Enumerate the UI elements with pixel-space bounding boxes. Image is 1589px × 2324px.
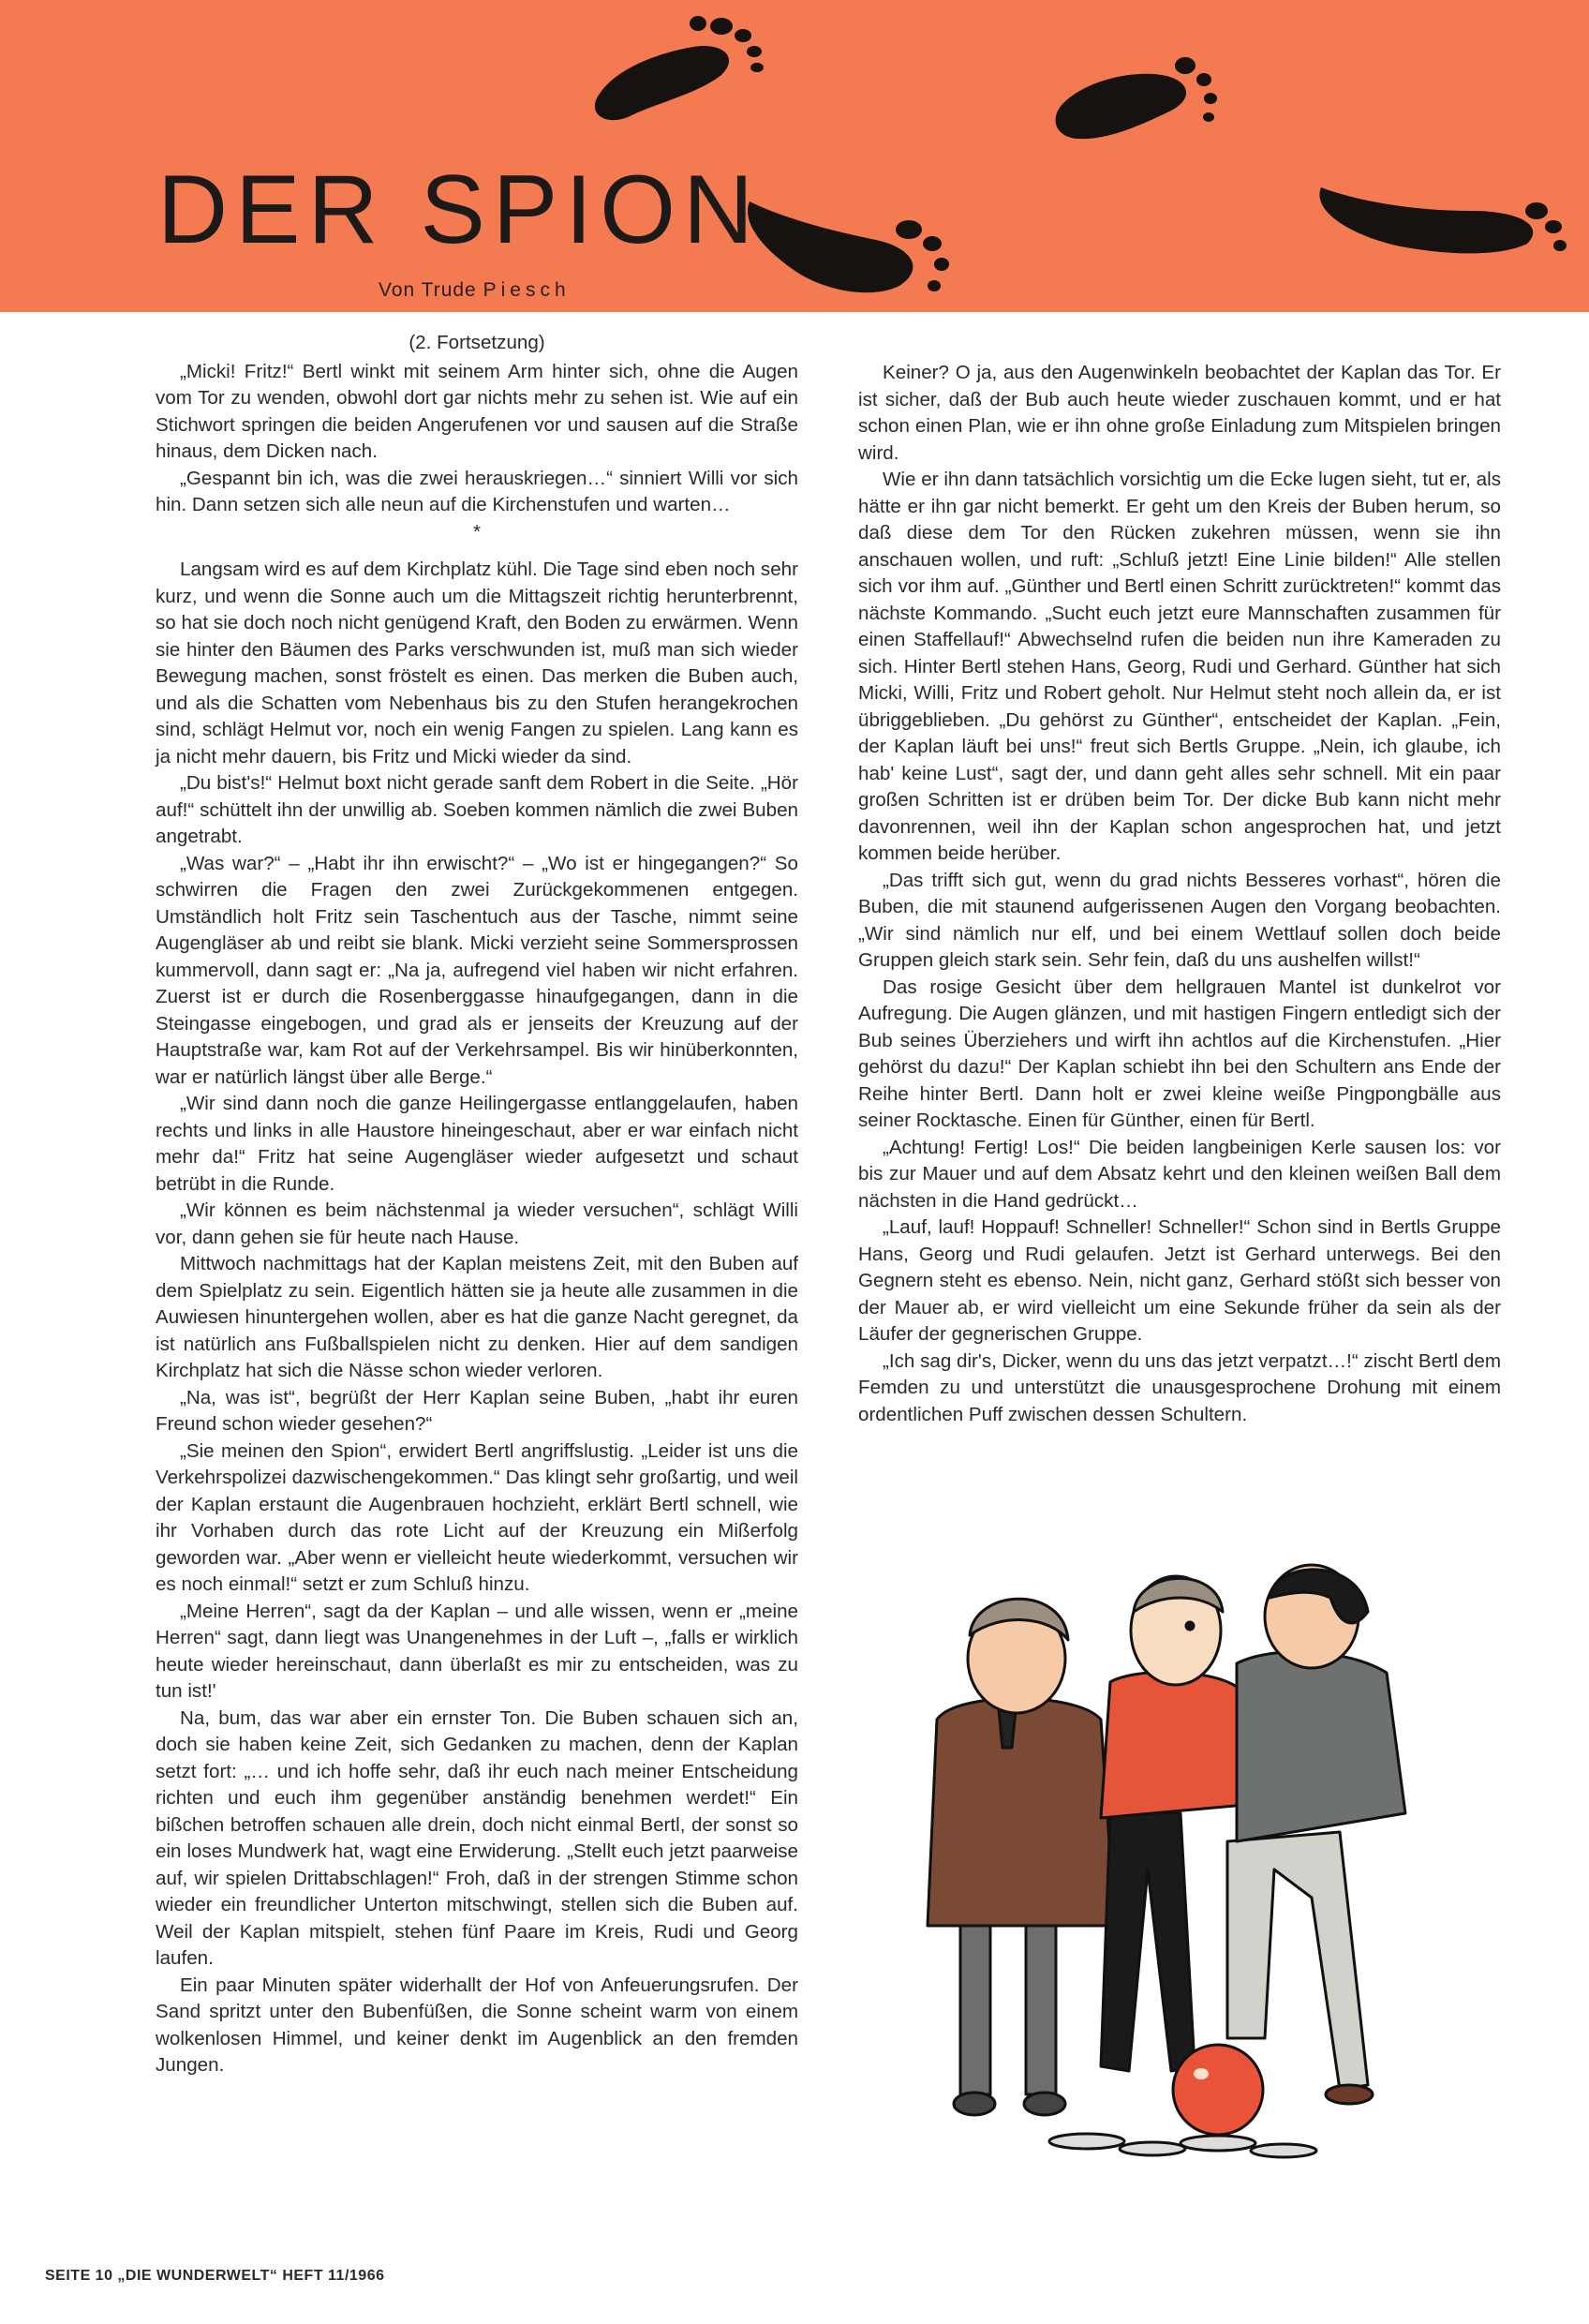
red-ball (1173, 2045, 1263, 2135)
title-banner (0, 0, 1589, 312)
page-footer: SEITE 10 „DIE WUNDERWELT“ HEFT 11/1966 (45, 2268, 385, 2284)
paragraph: „Lauf, lauf! Hoppauf! Schneller! Schneller!“ Schon sind in Bertls Gruppe Hans, Georg und Rudi gelaufen. Jetzt ist Gerhard unterwegs. Bei den Gegnern steht es ebenso. Nein, nicht ganz, Gerhard stößt sich besser von der Mauer ab, er wird vielleicht um eine Sekunde früher da sein als der Läufer der gegnerischen Gruppe. (858, 1216, 1501, 1345)
footprint-icon (1319, 187, 1567, 253)
paragraph: „Gespannt bin ich, was die zwei herauskriegen…“ sinniert Willi vor sich hin. Dann setzen sich alle neun auf die Kirchenstufen und warten… (156, 467, 798, 515)
left-column (156, 330, 798, 2079)
paragraph: Ein paar Minuten später widerhallt der Hof von Anfeuerungsrufen. Der Sand spritzt unter den Bubenfüßen, die Sonne scheint warm von einem wolkenlosen Himmel, und keiner denkt im Augenblick an den fremden Jungen. (156, 1974, 798, 2076)
continuation-subtitle: (2. Fortsetzung) (408, 332, 545, 353)
paragraph: Na, bum, das war aber ein ernster Ton. Die Buben schauen sich an, doch sie haben keine Zeit, sich Gedanken zu machen, denn der Kaplan setzt fort: „… und ich hoffe sehr, daß ihr euch nach meiner Entscheidung richten und euch ihm gegenüber anständig benehmen werdet!“ Ein bißchen betroffen schauen alle drein, doch nicht einmal Bertl, der sonst so ein loses Mundwerk hat, wagt eine Erwiderung. „Stellt euch jetzt paarweise auf, wir spielen Drittabschlagen!“ Froh, daß in der strengen Stimme schon wieder ein freundlicher Unterton mitschwingt, stellen sich die Buben auf. Weil der Kaplan mitspielt, stehen fünf Paare im Kreis, Rudi und Georg laufen. (156, 1706, 798, 1969)
paragraph: „Ich sag dir's, Dicker, wenn du uns das jetzt verpatzt…!“ zischt Bertl dem Femden zu und unterstützt die unausgesprochene Drohung mit einem ordentlichen Puff zwischen dessen Schultern. (858, 1349, 1501, 1425)
paragraph: „Achtung! Fertig! Los!“ Die beiden langbeinigen Kerle sausen los: vor bis zur Mauer und auf dem Absatz kehrt und den kleinen weißen Ball dem nächsten in die Hand gedrückt… (858, 1136, 1501, 1212)
paragraph: „Wir können es beim nächstenmal ja wieder versuchen“, schlägt Willi vor, dann gehen sie für heute nach Hause. (156, 1199, 798, 1248)
boy-in-grey-jacket (1227, 1565, 1405, 2104)
paragraph: „Na, was ist“, begrüßt der Herr Kaplan seine Buben, „habt ihr euren Freund schon wieder gesehen?“ (156, 1386, 798, 1435)
paragraph: „Was war?“ – „Habt ihr ihn erwischt?“ – „Wo ist er hingegangen?“ So schwirren die Fragen den zwei Zurückgekommenen entgegen. Umständlich holt Fritz sein Taschentuch aus der Tasche, nimmt seine Augengläser ab und reibt sie blank. Micki verzieht seine Sommersprossen kummervoll, dann sagt er: „Na ja, aufregend viel haben wir nicht erfahren. Zuerst ist er durch die Rosenberggasse hinaufgegangen, dann in die Steingasse eingebogen, und grad als er jenseits der Kreuzung auf der Hauptstraße war, kam Rot auf der Verkehrsampel. Bis wir hinüberkonnten, war er natürlich längst über alle Berge.“ (156, 852, 798, 1088)
author-byline (379, 279, 571, 302)
paragraph: Langsam wird es auf dem Kirchplatz kühl. Die Tage sind eben noch sehr kurz, und wenn die Sonne auch um die Mittagszeit richtig herunterbrennt, so hat sie doch noch nicht genügend Kraft, den Boden zu erwärmen. Wenn sie hinter den Bäumen des Parks verschwunden ist, muß man sich wieder Bewegung machen, sonst fröstelt es einen. Das merken die Buben auch, und als die Schatten vom Nebenhaus bis zu den Stufen herangekrochen sind, schlägt Helmut vor, noch ein wenig Fangen zu spielen. Lang kann es ja nicht mehr dauern, bis Fritz und Micki wieder da sind. (156, 559, 798, 767)
paragraph: „Das trifft sich gut, wenn du grad nichts Besseres vorhast“, hören die Buben, die mit staunend aufgerissenen Augen den Vorgang beobachten. „Wir sind nämlich nur elf, und bei einem Wettlauf sollen doch beide Gruppen gleich stark sein. Sehr fein, daß du uns aushelfen willst!“ (858, 869, 1501, 971)
paragraph: Das rosige Gesicht über dem hellgrauen Mantel ist dunkelrot vor Aufregung. Die Augen glänzen, und mit hastigen Fingern entledigt sich der Bub seines Überziehers und wirft ihn achtlos auf die Kirchenstufen. „Hier gehörst du dazu!“ Der Kaplan schiebt ihn bei den Schultern ans Ende der Reihe hinter Bertl. Dann holt er zwei kleine weiße Pingpongbälle aus seiner Rocktasche. Einen für Günther, einen für Bertl. (858, 976, 1501, 1131)
byline-prefix: Von Trude (379, 279, 477, 301)
story-title: DER SPION (157, 156, 762, 264)
cobblestones (1049, 2134, 1316, 2157)
paragraph: „Micki! Fritz!“ Bertl winkt mit seinem Arm hinter sich, ohne die Augen vom Tor zu wenden, obwohl dort gar nichts mehr zu sehen ist. Wie auf ein Stichwort springen die beiden Angerufenen vor und sausen auf die Straße hinaus, dem Dicken nach. (156, 360, 798, 462)
section-separator: * (472, 520, 481, 543)
footprint-icon (748, 201, 949, 292)
paragraph: „Sie meinen den Spion“, erwidert Bertl angriffslustig. „Leider ist uns die Verkehrspolizei dazwischengekommen.“ Das klingt sehr großartig, und weil der Kaplan erstaunt die Augenbrauen hochzieht, erklärt Bertl schnell, wie ihr Vorhaben durch das rote Licht auf der Kreuzung ein Mißerfolg geworden war. „Aber wenn er vielleicht heute wiederkommt, versuchen wir es noch einmal!“ setzt er zum Schluß hinzu. (156, 1439, 798, 1595)
three-boys-illustration (899, 1560, 1462, 2179)
paragraph: Keiner? O ja, aus den Augenwinkeln beobachtet der Kaplan das Tor. Er ist sicher, daß der Bub auch heute wieder zuschauen kommt, und er hat schon einen Plan, wie er ihn ohne große Einladung zum Mitspielen bringen wird. (858, 362, 1501, 464)
author-name: Piesch (483, 279, 571, 301)
paragraph: „Du bist's!“ Helmut boxt nicht gerade sanft dem Robert in die Seite. „Hör auf!“ schüttelt ihn der unwillig ab. Soeben kommen nämlich die zwei Buben angetrabt. (156, 772, 798, 847)
footprint-icon (595, 16, 764, 120)
right-column (858, 360, 1501, 1428)
paragraph: Wie er ihn dann tatsächlich vorsichtig um die Ecke lugen sieht, tut er, als hätte er ihn gar nicht bemerkt. Er geht um den Kreis der Buben herum, so daß diese dem Tor den Rücken zukehren müssen, wenn sie ihn anschauen wollen, und ruft: „Schluß jetzt! Eine Linie bilden!“ Alle stellen sich vor ihm auf. „Günther und Bertl einen Schritt zurücktreten!“ kommt das nächste Kommando. „Sucht euch jetzt eure Mannschaften zusammen für einen Staffellauf!“ Abwechselnd rufen die beiden nun ihre Kameraden zu sich. Hinter Bertl stehen Hans, Georg, Rudi und Gerhard. Günther hat sich Micki, Willi, Fritz und Robert geholt. Nur Helmut steht noch allein da, er ist übriggeblieben. „Du gehörst zu Günther“, entscheidet der Kaplan. „Fein, der Kaplan läuft bei uns!“ freut sich Bertls Gruppe. „Nein, ich glaube, ich hab' keine Lust“, sagt der, und dann geht alles sehr schnell. Mit ein paar großen Schritten ist er drüben beim Tor. Der dicke Bub kann nicht mehr davonrennen, weil ihn der Kaplan schon angesprochen hat, und jetzt kommen beide herüber. (858, 469, 1501, 864)
boy-in-brown-coat (928, 1599, 1115, 2115)
paragraph: Mittwoch nachmittags hat der Kaplan meistens Zeit, mit den Buben auf dem Spielplatz zu sein. Eigentlich hätten sie ja heute alle zusammen in die Auwiesen hinuntergehen wollen, aber es hat die ganze Nacht geregnet, da ist natürlich ans Fußballspielen nicht zu denken. Hier auf dem sandigen Kirchplatz hat sich die Nässe schon wieder verloren. (156, 1253, 798, 1381)
paragraph: „Meine Herren“, sagt da der Kaplan – und alle wissen, wenn er „meine Herren“ sagt, dann liegt was Unangenehmes in der Luft –, „falls er wirklich heute wieder hereinschaut, dann überlaßt es mir zu entscheiden, was zu tun ist!' (156, 1600, 798, 1702)
footprint-icon (1056, 57, 1217, 139)
paragraph: „Wir sind dann noch die ganze Heilingergasse entlanggelaufen, haben rechts und links in alle Haustore hineingeschaut, aber er war einfach nicht mehr da!“ Fritz hat seine Augengläser wieder aufgesetzt und schaut betrübt in die Runde. (156, 1093, 798, 1195)
